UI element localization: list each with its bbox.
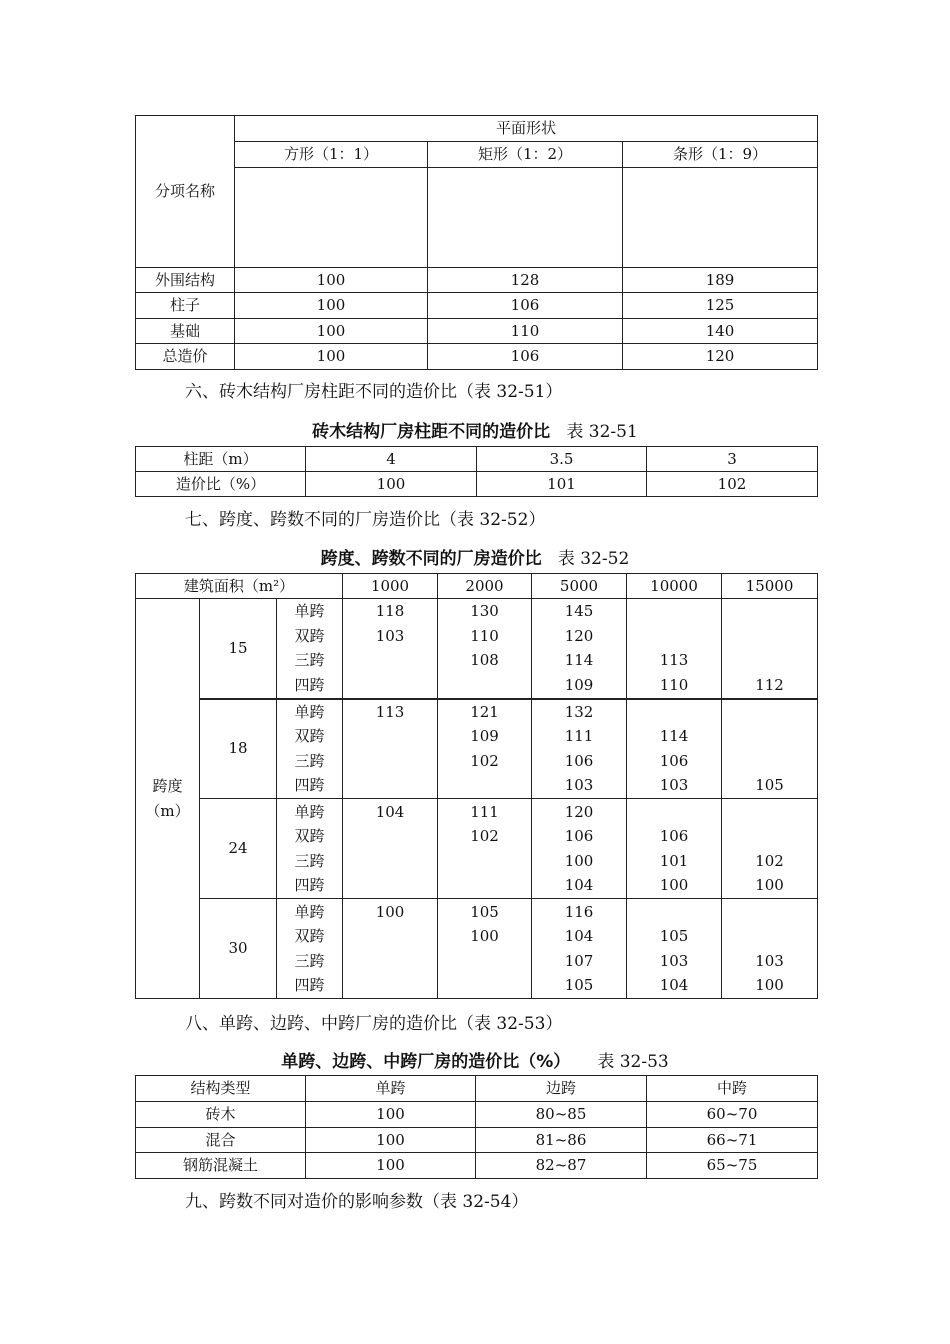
table-51-caption — [0, 417, 950, 442]
image-cell — [235, 168, 428, 268]
area-col: 1000 — [343, 574, 438, 599]
row-label: 总造价 — [136, 344, 235, 370]
cell: 3 — [647, 447, 818, 472]
cell: 100 — [306, 1153, 476, 1179]
table-header-row — [136, 1076, 818, 1102]
cell: 189 — [623, 268, 818, 293]
row-label: 柱距（m） — [136, 447, 306, 472]
cell: 82~87 — [476, 1153, 647, 1179]
cell: 125 — [623, 293, 818, 319]
cell: 128 — [428, 268, 623, 293]
col-square: 方形（1：1） — [235, 142, 428, 168]
table-53-number: 表 32-53 — [597, 1052, 669, 1072]
cell: 102 — [647, 472, 818, 497]
col-strip: 条形（1：9） — [623, 142, 818, 168]
span-group-row: 跨度 （m） 15 单跨 双跨 三跨 四跨 118 103 130 110 108 145 120 114 109 113 110 112 — [136, 599, 818, 699]
span-group-row: 18 单跨 双跨 三跨 四跨 113 121 109 102 132 111 106 103 114 106 103 105 — [136, 699, 818, 799]
table-row — [136, 472, 818, 497]
table-row — [136, 293, 818, 319]
table-row — [136, 447, 818, 472]
col-header: 边跨 — [476, 1076, 647, 1102]
span-width: 30 — [200, 899, 277, 999]
area-label: 建筑面积（m²） — [136, 574, 343, 599]
cell: 100 — [306, 472, 477, 497]
col-header: 中跨 — [647, 1076, 818, 1102]
table-53-caption — [0, 1047, 950, 1072]
table-row — [136, 1153, 818, 1179]
cell: 60~70 — [647, 1102, 818, 1128]
cell: 101 — [477, 472, 647, 497]
cell: 100 — [306, 1128, 476, 1153]
span-position-table — [135, 1075, 818, 1179]
table-51-title: 砖木结构厂房柱距不同的造价比 — [312, 422, 551, 442]
col-header: 结构类型 — [136, 1076, 306, 1102]
header-plan-shape: 平面形状 — [235, 116, 818, 142]
span-label: 跨度 （m） — [136, 599, 200, 999]
table-header-row — [136, 574, 818, 599]
cell: 100 — [235, 268, 428, 293]
cell: 120 — [623, 344, 818, 370]
table-row — [136, 268, 818, 293]
table-52-number: 表 32-52 — [557, 549, 630, 569]
span-width: 18 — [200, 699, 277, 799]
section-heading-7: 七、跨度、跨数不同的厂房造价比（表 32-52） — [185, 510, 546, 530]
area-col: 15000 — [722, 574, 818, 599]
section-heading-9: 九、跨数不同对造价的影响参数（表 32-54） — [185, 1192, 529, 1212]
table-row — [136, 319, 818, 344]
cell: 4 — [306, 447, 477, 472]
span-group-row: 30 单跨 双跨 三跨 四跨 100 105 100 116 104 107 105 105 103 104 103 100 — [136, 899, 818, 999]
cell: 106 — [428, 293, 623, 319]
table-53-title: 单跨、边跨、中跨厂房的造价比（%） — [281, 1052, 571, 1072]
span-width: 24 — [200, 799, 277, 899]
table-row — [136, 1102, 818, 1128]
table-52-caption — [0, 544, 950, 569]
col-header: 单跨 — [306, 1076, 476, 1102]
plan-shape-table — [135, 115, 818, 370]
cell: 100 — [235, 293, 428, 319]
table-row — [136, 344, 818, 370]
area-col: 5000 — [532, 574, 627, 599]
cell: 100 — [235, 319, 428, 344]
cell: 110 — [428, 319, 623, 344]
row-label: 造价比（%） — [136, 472, 306, 497]
row-label: 柱子 — [136, 293, 235, 319]
span-width: 15 — [200, 599, 277, 699]
area-col: 10000 — [627, 574, 722, 599]
section-heading-8: 八、单跨、边跨、中跨厂房的造价比（表 32-53） — [185, 1014, 563, 1034]
area-col: 2000 — [438, 574, 532, 599]
section-heading-6: 六、砖木结构厂房柱距不同的造价比（表 32-51） — [185, 382, 563, 402]
cell: 3.5 — [477, 447, 647, 472]
span-group-row: 24 单跨 双跨 三跨 四跨 104 111 102 120 106 100 104 106 101 100 102 100 — [136, 799, 818, 899]
cell: 80~85 — [476, 1102, 647, 1128]
table-51-number: 表 32-51 — [566, 422, 638, 442]
image-cell — [428, 168, 623, 268]
table-52-title: 跨度、跨数不同的厂房造价比 — [320, 549, 542, 569]
table-row — [136, 1128, 818, 1153]
row-label: 外围结构 — [136, 268, 235, 293]
row-label: 基础 — [136, 319, 235, 344]
image-cell — [623, 168, 818, 268]
cell: 65~75 — [647, 1153, 818, 1179]
cell: 140 — [623, 319, 818, 344]
cell: 66~71 — [647, 1128, 818, 1153]
row-label: 砖木 — [136, 1102, 306, 1128]
span-table — [135, 573, 818, 999]
cell: 100 — [235, 344, 428, 370]
cell: 100 — [306, 1102, 476, 1128]
col-rect: 矩形（1：2） — [428, 142, 623, 168]
cell: 106 — [428, 344, 623, 370]
row-label: 混合 — [136, 1128, 306, 1153]
row-label: 钢筋混凝土 — [136, 1153, 306, 1179]
cell: 81~86 — [476, 1128, 647, 1153]
column-spacing-table — [135, 446, 818, 497]
header-item-name: 分项名称 — [136, 116, 235, 268]
